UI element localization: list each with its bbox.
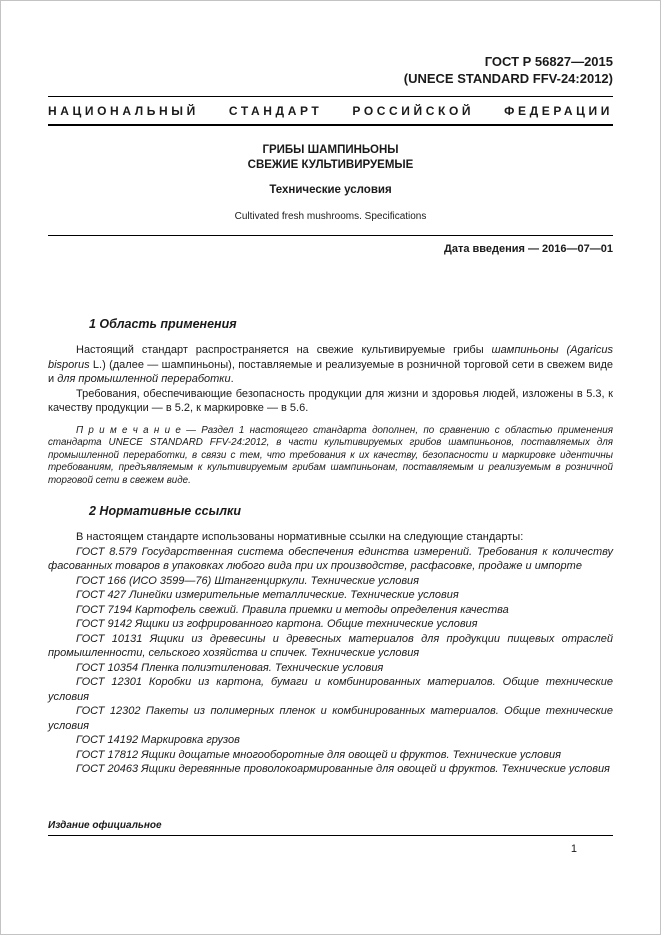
- section-1-paragraph-1: [48, 343, 613, 387]
- section-2-heading: 2 Нормативные ссылки: [89, 504, 242, 519]
- normative-reference: ГОСТ 12302 Пакеты из полимерных пленок и комбинированных материалов. Общие технические условия: [48, 705, 613, 732]
- page-number: 1: [570, 843, 577, 855]
- title-block: [48, 143, 613, 222]
- introduction-date: Дата введения — 2016—07—01: [444, 243, 613, 255]
- page-footer: [48, 820, 613, 855]
- divider-under-doc-id: [48, 96, 613, 97]
- p1-part-regular-3: .: [230, 373, 234, 385]
- doc-standard-ref: (UNECE STANDARD FFV-24:2012): [403, 71, 613, 86]
- section-1-heading: 1 Область применения: [89, 317, 237, 331]
- doc-subtitle-english: Cultivated fresh mushrooms. Specifications: [234, 211, 427, 222]
- normative-reference: ГОСТ 427 Линейки измерительные металлические. Технические условия: [76, 589, 459, 602]
- section-2-intro: В настоящем стандарте использованы нормативные ссылки на следующие стандарты:: [76, 531, 524, 544]
- normative-reference: ГОСТ 9142 Ящики из гофрированного картона. Общие технические условия: [76, 618, 478, 631]
- doc-subtitle: Технические условия: [269, 184, 392, 196]
- normative-reference: ГОСТ 8.579 Государственная система обеспечения единства измерений. Требования к количеству фасованных товаров в упаковках любого вида при их производстве, расфасовке, продаже и импорте: [48, 545, 613, 573]
- p1-part-regular-1: Настоящий стандарт распространяется на свежие культивируемые грибы: [76, 344, 492, 356]
- note-label: П р и м е ч а н и е —: [76, 424, 202, 436]
- normative-reference: ГОСТ 166 (ИСО 3599—76) Штангенциркули. Технические условия: [76, 574, 420, 587]
- section-1-note: [48, 425, 613, 488]
- section-1-paragraph-2: Требования, обеспечивающие безопасность продукции для жизни и здоровья людей, изложены в 5.3, к качеству продукции — в 5.2, к маркировке — в 5.6.: [48, 387, 613, 414]
- divider-footer: [48, 835, 613, 836]
- divider-under-title: [48, 235, 613, 236]
- normative-reference: ГОСТ 17812 Ящики дощатые многооборотные для овощей и фруктов. Технические условия: [76, 748, 561, 761]
- p1-part-italic-1: шампиньоны (Agaricus bisporus: [48, 344, 613, 371]
- doc-number: ГОСТ Р 56827—2015: [484, 54, 613, 69]
- normative-reference: ГОСТ 12301 Коробки из картона, бумаги и комбинированных материалов. Общие технические условия: [48, 676, 613, 703]
- note-text: Раздел 1 настоящего стандарта дополнен, по сравнению с областью применения стандарта UNECE STANDARD FFV-24:2012, в части культивируемых грибов шампиньонов, поставляемых для промышленной переработки, в связи с тем, что требования к их качеству, безопасности и маркировке идентичны требованиям, предъявляемым к культивируемым грибам шампиньонам, поставляемым и реализуемым в розничной торговой сети в свежем виде.: [48, 424, 613, 486]
- doc-title-line2: СВЕЖИЕ КУЛЬТИВИРУЕМЫЕ: [247, 159, 414, 171]
- normative-reference: ГОСТ 20463 Ящики деревянные проволокоармированные для овощей и фруктов. Технические условия: [76, 763, 610, 776]
- p1-part-regular-2: L.) (далее — шампиньоны), поставляемые и реализуемые в розничной торговой сети в свежем виде и: [48, 358, 613, 385]
- doc-identifier-block: [48, 53, 613, 87]
- p1-part-italic-2: для промышленной переработки: [57, 373, 231, 385]
- national-standard-title: НАЦИОНАЛЬНЫЙ СТАНДАРТ РОССИЙСКОЙ ФЕДЕРАЦИИ: [48, 104, 613, 118]
- normative-reference: ГОСТ 10131 Ящики из древесины и древесных материалов для продукции пищевых отраслей промышленности, сельского хозяйства и спичек. Технические условия: [48, 632, 613, 660]
- doc-title-line1: ГРИБЫ ШАМПИНЬОНЫ: [262, 144, 399, 156]
- divider-thick: [48, 124, 613, 126]
- normative-reference: ГОСТ 14192 Маркировка грузов: [76, 734, 240, 747]
- normative-reference: ГОСТ 10354 Пленка полиэтиленовая. Технические условия: [76, 661, 384, 674]
- official-edition-label: Издание официальное: [48, 820, 162, 831]
- normative-reference: ГОСТ 7194 Картофель свежий. Правила приемки и методы определения качества: [76, 603, 509, 616]
